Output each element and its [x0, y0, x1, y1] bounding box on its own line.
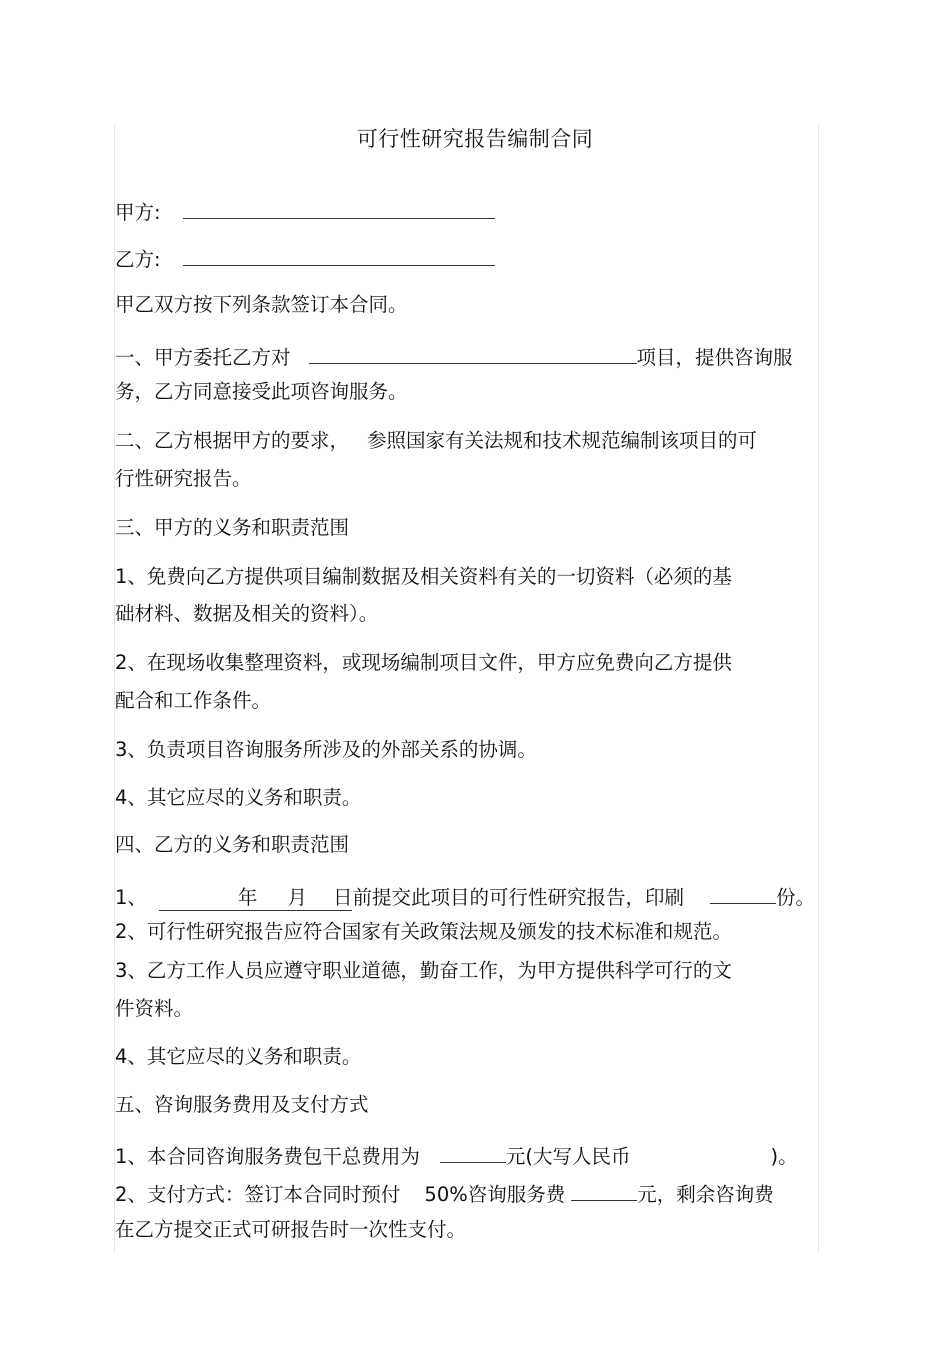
- section3-heading: 三、甲方的义务和职责范围: [115, 516, 350, 539]
- section4-item1-text: 前提交此项目的可行性研究报告，印刷: [352, 886, 684, 909]
- section3-item2-line2: 配合和工作条件。: [115, 689, 272, 712]
- year-label: 年: [237, 886, 258, 909]
- section5-heading: 五、咨询服务费用及支付方式: [115, 1093, 369, 1116]
- section4-item3-line1: 3、乙方工作人员应遵守职业道德，勤奋工作，为甲方提供科学可行的文: [115, 959, 732, 982]
- clause2-part2: 参照国家有关法规和技术规范编制该项目的可: [367, 429, 758, 452]
- contract-title: 可行性研究报告编制合同: [356, 127, 594, 151]
- total-fee-blank: [440, 1140, 506, 1163]
- section5-item2-suffix: 元，剩余咨询费: [637, 1183, 774, 1206]
- party-b-label: 乙方:: [115, 248, 161, 271]
- section5-item1-prefix: 1、本合同咨询服务费包干总费用为: [115, 1145, 420, 1168]
- clause1-prefix: 一、甲方委托乙方对: [115, 346, 291, 369]
- party-a-label: 甲方:: [115, 201, 161, 224]
- section3-item2-line1: 2、在现场收集整理资料，或现场编制项目文件，甲方应免费向乙方提供: [115, 651, 732, 674]
- intro-text: 甲乙双方按下列条款签订本合同。: [115, 293, 408, 316]
- section3-item3: 3、负责项目咨询服务所涉及的外部关系的协调。: [115, 738, 537, 761]
- section3-item1-line1: 1、免费向乙方提供项目编制数据及相关资料有关的一切资料（必须的基: [115, 565, 732, 588]
- party-b-blank: [183, 243, 495, 266]
- prepay-percent: 50%: [424, 1183, 468, 1206]
- clause1-line1: [115, 341, 793, 372]
- section4-item1-prefix: 1、: [115, 886, 147, 909]
- section4-item1: [115, 881, 815, 912]
- section5-item2-line2: 在乙方提交正式可研报告时一次性支付。: [115, 1218, 467, 1241]
- clause2-line1: [115, 427, 757, 455]
- section4-heading: 四、乙方的义务和职责范围: [115, 833, 350, 856]
- section5-item1-close: )。: [770, 1145, 798, 1168]
- section4-item1-suffix: 份。: [775, 886, 815, 909]
- clause2-line2: 行性研究报告。: [115, 467, 252, 490]
- deadline-date-blank: [159, 886, 353, 911]
- section4-item2: 2、可行性研究报告应符合国家有关政策法规及颁发的技术标准和规范。: [115, 920, 732, 943]
- section3-item1-line2: 础材料、数据及相关的资料）。: [115, 602, 379, 625]
- clause1-line2: 务，乙方同意接受此项咨询服务。: [115, 380, 408, 403]
- party-b-line: [115, 243, 495, 274]
- prepay-amount-blank: [571, 1178, 637, 1201]
- month-label: 月: [287, 886, 307, 909]
- section5-item2-line1: [115, 1178, 774, 1209]
- section5-item1-unit: 元(大写人民币: [505, 1145, 631, 1168]
- section4-item3-line2: 件资料。: [115, 997, 194, 1020]
- clause1-project-blank: [309, 341, 637, 364]
- clause1-suffix: 项目，提供咨询服: [636, 346, 793, 369]
- section3-item4: 4、其它应尽的义务和职责。: [115, 786, 362, 809]
- right-margin-line: [818, 125, 819, 1253]
- section5-item1: [115, 1140, 798, 1171]
- day-label: 日: [332, 886, 353, 909]
- section5-item2-prefix: 2、支付方式：签订本合同时预付: [115, 1183, 401, 1206]
- party-a-line: [115, 196, 495, 227]
- clause2-part1: 二、乙方根据甲方的要求，: [115, 429, 350, 452]
- section4-item4: 4、其它应尽的义务和职责。: [115, 1045, 362, 1068]
- section5-item2-mid: 咨询服务费: [467, 1183, 566, 1206]
- copies-blank: [710, 881, 776, 904]
- party-a-blank: [183, 196, 495, 219]
